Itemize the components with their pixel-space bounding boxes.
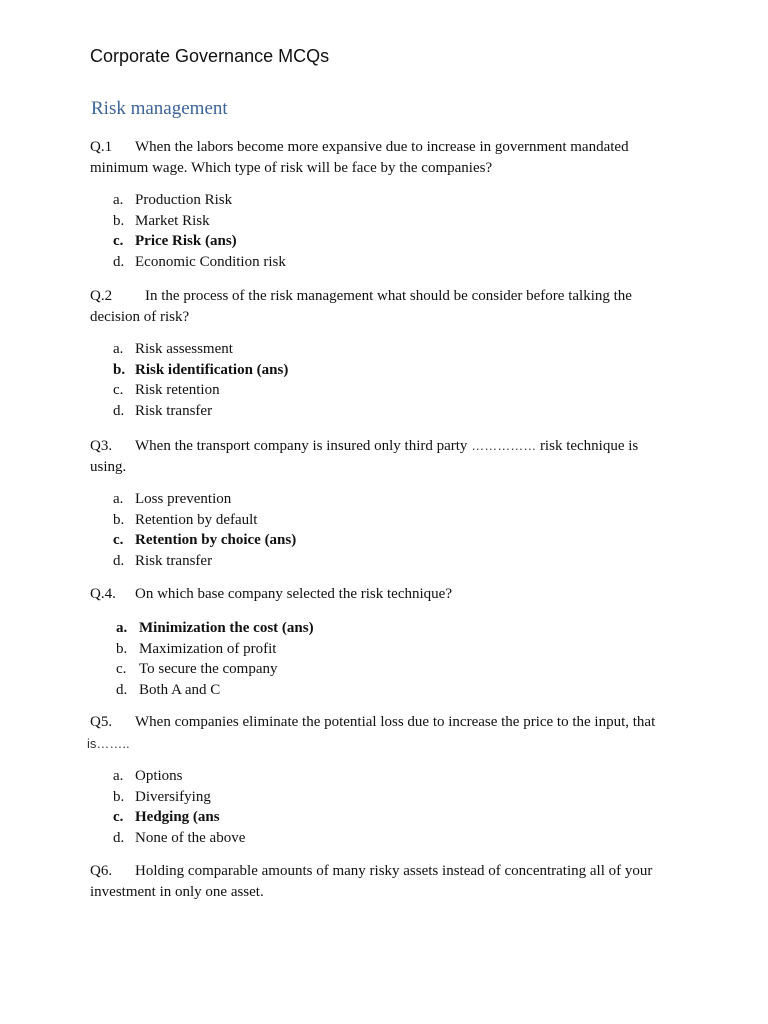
option-letter: b.: [113, 361, 126, 378]
option-letter: a.: [113, 768, 124, 784]
document-title: Corporate Governance MCQs: [90, 46, 330, 66]
option-letter: c.: [113, 233, 124, 250]
option-letter: c.: [113, 532, 124, 549]
question-block: [87, 712, 680, 849]
option-item: [90, 339, 670, 360]
question-number: Q6.: [90, 863, 113, 879]
fill-in-blank: ……………: [471, 438, 537, 453]
option-letter: d.: [113, 830, 125, 847]
option-item: [90, 489, 670, 510]
option-item: [90, 211, 670, 232]
option-text: To secure the company: [139, 661, 278, 678]
question-body: On which base company selected the risk technique?: [135, 586, 452, 602]
answer-option-item: [90, 807, 680, 828]
option-letter: d.: [113, 553, 125, 570]
question-block: [90, 861, 670, 903]
question-body: When the labors become more expansive due to increase in government mandated minimum wage. Which type of risk will be face by the companies?: [90, 139, 629, 176]
option-text: Risk assessment: [135, 341, 233, 357]
options-list: [90, 190, 670, 273]
option-letter: c.: [113, 382, 124, 399]
option-text: Market Risk: [135, 212, 210, 229]
question-body: In the process of the risk management what should be consider before talking the decision of risk?: [90, 288, 632, 325]
question-text: [90, 712, 680, 733]
option-text: Risk transfer: [135, 403, 213, 420]
question-number: Q.4.: [90, 586, 116, 602]
question-number: Q5.: [90, 714, 113, 730]
question-text: [90, 137, 670, 179]
question-text-tail: [87, 733, 680, 755]
option-letter: d.: [116, 682, 128, 699]
question-number: Q.1: [90, 139, 113, 155]
option-item: [90, 766, 680, 787]
option-letter: a.: [113, 491, 124, 507]
question-body: When companies eliminate the potential loss due to increase the price to the input, that: [135, 714, 656, 730]
section-title: Risk management: [91, 98, 228, 119]
question-text: [90, 584, 670, 605]
option-item: [90, 828, 680, 849]
answer-option-item: [90, 231, 670, 252]
option-text: Risk identification (ans): [135, 361, 289, 378]
question-body: When the transport company is insured only third party: [135, 438, 468, 454]
option-letter: b.: [116, 640, 128, 657]
option-text: Loss prevention: [135, 491, 232, 507]
options-list: [90, 766, 680, 849]
option-letter: c.: [116, 661, 127, 678]
options-list: [90, 489, 670, 572]
question-block: [90, 584, 670, 701]
option-text: Retention by choice (ans): [135, 532, 297, 549]
option-item: [90, 787, 680, 808]
option-item: [90, 190, 670, 211]
question-body-tail: risk technique is using.: [90, 438, 639, 475]
answer-option-item: [90, 618, 670, 639]
option-text: Options: [135, 768, 183, 784]
question-number: Q.2: [90, 288, 113, 304]
fill-in-blank: is……..: [87, 736, 130, 751]
question-text: [90, 861, 670, 903]
option-text: Economic Condition risk: [135, 254, 286, 271]
option-text: Retention by default: [135, 511, 258, 528]
option-letter: a.: [116, 620, 128, 636]
option-item: [90, 380, 670, 401]
option-letter: d.: [113, 403, 125, 420]
option-text: Risk retention: [135, 382, 220, 399]
answer-option-item: [90, 530, 670, 551]
option-item: [90, 252, 670, 273]
question-number: Q3.: [90, 438, 113, 454]
option-text: Maximization of profit: [139, 640, 277, 657]
option-item: [90, 680, 670, 701]
option-text: Price Risk (ans): [135, 233, 237, 250]
answer-option-item: [90, 360, 670, 381]
option-text: Both A and C: [139, 682, 221, 699]
option-letter: d.: [113, 254, 125, 271]
option-text: Minimization the cost (ans): [139, 620, 314, 636]
question-text: [90, 435, 670, 478]
option-item: [90, 659, 670, 680]
option-text: Diversifying: [135, 788, 211, 805]
option-letter: a.: [113, 341, 124, 357]
option-item: [90, 639, 670, 660]
option-letter: c.: [113, 809, 124, 826]
option-text: None of the above: [135, 830, 246, 847]
option-text: Risk transfer: [135, 553, 213, 570]
option-letter: b.: [113, 788, 125, 805]
question-block: [90, 435, 670, 572]
option-text: Production Risk: [135, 192, 233, 208]
options-list: [90, 618, 670, 701]
option-letter: b.: [113, 212, 125, 229]
option-letter: a.: [113, 192, 124, 208]
option-text: Hedging (ans: [135, 809, 220, 826]
option-letter: b.: [113, 511, 125, 528]
question-block: [90, 286, 670, 422]
question-block: [90, 137, 670, 273]
option-item: [90, 510, 670, 531]
question-body: Holding comparable amounts of many risky assets instead of concentrating all of your investment in only one asset.: [90, 863, 653, 900]
option-item: [90, 401, 670, 422]
options-list: [90, 339, 670, 422]
question-text: [90, 286, 670, 328]
option-item: [90, 551, 670, 572]
